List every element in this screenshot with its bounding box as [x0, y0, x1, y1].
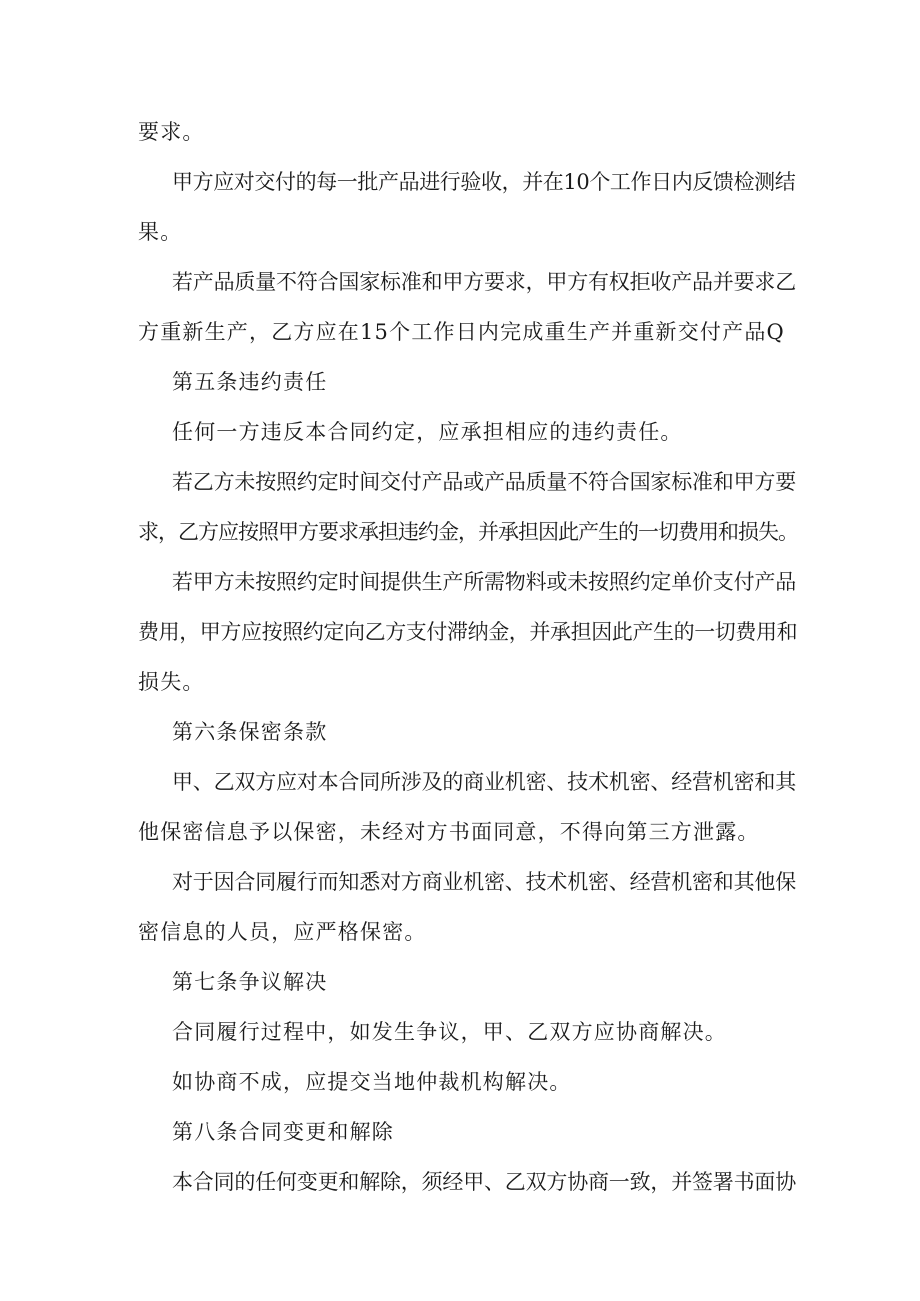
text-line: 若产品质量不符合国家标准和甲方要求，甲方有权拒收产品并要求乙 [172, 270, 796, 294]
text-line: 密信息的人员，应严格保密。 [138, 920, 427, 944]
text-line: 费用，甲方应按照约定向乙方支付滞纳金，并承担因此产生的一切费用和 [138, 620, 798, 644]
text-line: 要求。 [138, 120, 205, 144]
section-heading: 第五条违约责任 [172, 370, 328, 394]
text-line: 对于因合同履行而知悉对方商业机密、技术机密、经营机密和其他保 [172, 870, 796, 894]
text-line: 若甲方未按照约定时间提供生产所需物料或未按照约定单价支付产品 [172, 570, 796, 594]
section-heading: 第六条保密条款 [172, 720, 328, 744]
text-line: 本合同的任何变更和解除，须经甲、乙双方协商一致，并签署书面协 [172, 1170, 796, 1194]
text-line: 如协商不成，应提交当地仲裁机构解决。 [172, 1070, 572, 1094]
text-line: 甲方应对交付的每一批产品进行验收，并在10个工作日内反馈检测结 [172, 170, 796, 194]
text-line: 甲、乙双方应对本合同所涉及的商业机密、技术机密、经营机密和其 [172, 770, 796, 794]
text-line: 求，乙方应按照甲方要求承担违约金，并承担因此产生的一切费用和损失。 [138, 520, 798, 544]
section-heading: 第七条争议解决 [172, 970, 328, 994]
text-line: 任何一方违反本合同约定，应承担相应的违约责任。 [172, 420, 683, 444]
text-line: 若乙方未按照约定时间交付产品或产品质量不符合国家标准和甲方要 [172, 470, 796, 494]
text-line: 方重新生产，乙方应在15个工作日内完成重生产并重新交付产品Q [138, 320, 785, 344]
text-line: 果。 [138, 220, 183, 244]
section-heading: 第八条合同变更和解除 [172, 1120, 394, 1144]
text-line: 他保密信息予以保密，未经对方书面同意，不得向第三方泄露。 [138, 820, 760, 844]
text-line: 损失。 [138, 670, 205, 694]
text-line: 合同履行过程中，如发生争议，甲、乙双方应协商解决。 [172, 1020, 727, 1044]
